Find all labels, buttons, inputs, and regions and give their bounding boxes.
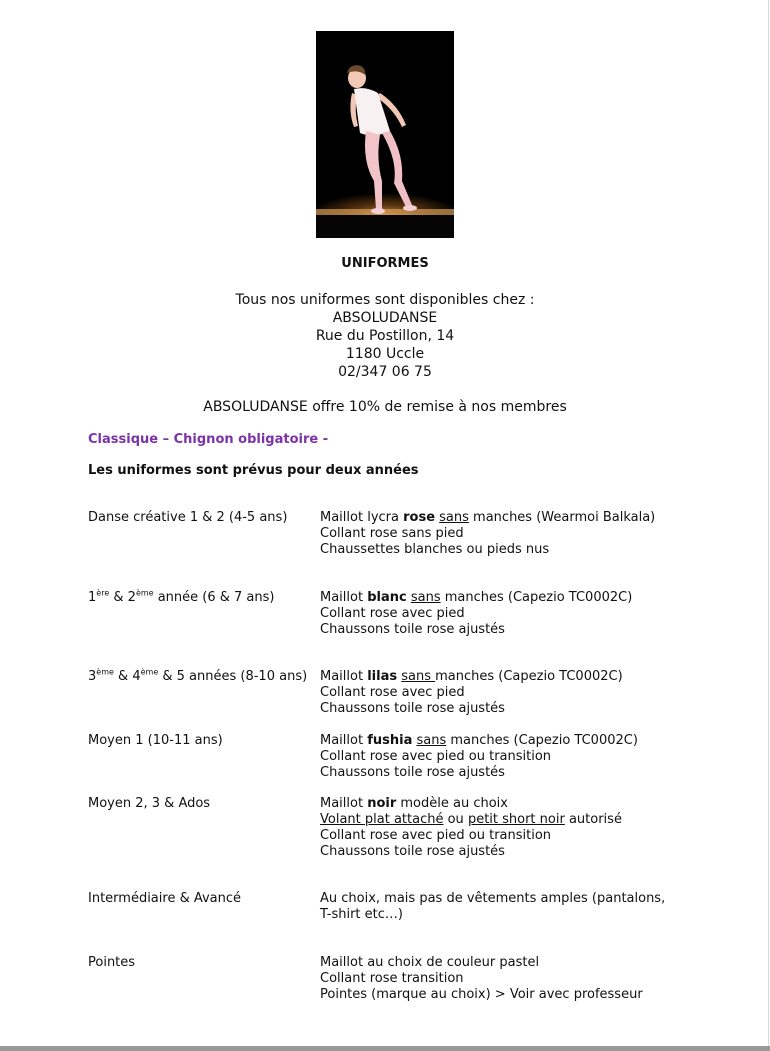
section-subtitle: Les uniformes sont prévus pour deux années xyxy=(88,463,419,478)
superscript: ème xyxy=(96,667,114,677)
store-phone: 02/347 06 75 xyxy=(338,364,432,380)
text-part: 3 xyxy=(88,669,97,684)
color-emphasis: fushia xyxy=(367,733,413,748)
store-street: Rue du Postillon, 14 xyxy=(315,328,455,344)
store-name: ABSOLUDANSE xyxy=(332,310,438,326)
uniform-description xyxy=(320,955,690,1003)
uniform-description xyxy=(320,590,690,638)
underlined-text: sans xyxy=(401,669,436,684)
text-part: Maillot lycra xyxy=(320,510,404,525)
text-part: 1 xyxy=(88,590,97,605)
text-part: Maillot xyxy=(320,590,368,605)
uniform-line: Maillot au choix de couleur pastel xyxy=(320,955,540,970)
uniform-line xyxy=(320,733,690,749)
uniform-line xyxy=(320,510,690,526)
color-emphasis: lilas xyxy=(367,669,398,684)
uniform-line: Collant rose avec pied xyxy=(320,685,465,700)
color-emphasis: blanc xyxy=(367,590,407,605)
section-title: Classique – Chignon obligatoire - xyxy=(88,432,329,447)
uniform-line xyxy=(320,796,690,812)
text-part: Maillot xyxy=(320,669,368,684)
level-label xyxy=(88,669,307,685)
level-label: Intermédiaire & Avancé xyxy=(88,891,242,906)
underlined-text: sans xyxy=(416,733,447,748)
color-emphasis: rose xyxy=(403,510,436,525)
uniform-line: Chaussons toile rose ajustés xyxy=(320,622,505,637)
superscript: ème xyxy=(140,667,159,677)
text-part: & 5 années (8-10 ans) xyxy=(158,669,308,684)
text-part: année (6 & 7 ans) xyxy=(153,590,275,605)
text-part: manches (Capezio TC0002C) xyxy=(440,590,633,605)
level-label: Moyen 2, 3 & Ados xyxy=(88,796,211,811)
ballet-dancer-photo xyxy=(316,31,454,238)
uniform-description xyxy=(320,733,690,781)
text-part: ou xyxy=(443,812,468,827)
uniform-line: Chaussons toile rose ajustés xyxy=(320,701,505,716)
text-part: manches (Wearmoi Balkala) xyxy=(468,510,656,525)
superscript: ère xyxy=(96,588,110,598)
ballet-dancer-illustration xyxy=(316,31,454,238)
color-emphasis: noir xyxy=(367,796,397,811)
uniform-description xyxy=(320,510,690,558)
underlined-text: Volant plat attaché xyxy=(320,812,444,827)
text-part: & 2 xyxy=(109,590,136,605)
uniform-description xyxy=(320,669,690,717)
uniform-description xyxy=(320,891,690,923)
uniform-line: Pointes (marque au choix) > Voir avec professeur xyxy=(320,987,643,1002)
text-part: modèle au choix xyxy=(396,796,508,811)
uniform-line xyxy=(320,669,690,685)
uniform-line: Chaussons toile rose ajustés xyxy=(320,765,505,780)
underlined-text: sans xyxy=(410,590,441,605)
text-part: manches (Capezio TC0002C) xyxy=(446,733,638,748)
superscript: ème xyxy=(135,588,154,598)
uniform-line: Collant rose avec pied ou transition xyxy=(320,749,552,764)
uniform-line: Collant rose avec pied ou transition xyxy=(320,828,552,843)
store-city: 1180 Uccle xyxy=(345,346,425,362)
uniform-line: Collant rose avec pied xyxy=(320,606,465,621)
uniform-line: Collant rose sans pied xyxy=(320,526,464,541)
discount-notice: ABSOLUDANSE offre 10% de remise à nos membres xyxy=(203,399,567,415)
text-part: autorisé xyxy=(564,812,622,827)
underlined-text: sans xyxy=(439,510,469,525)
window-bottom-edge xyxy=(0,1046,770,1051)
text-part: & 4 xyxy=(113,669,141,684)
uniform-line: Chaussettes blanches ou pieds nus xyxy=(320,542,550,557)
uniform-line: T-shirt etc…) xyxy=(320,907,403,922)
underlined-text: petit short noir xyxy=(467,812,565,827)
address-line-intro: Tous nos uniformes sont disponibles chez : xyxy=(235,292,535,308)
uniform-line xyxy=(320,590,690,606)
uniform-description xyxy=(320,796,690,860)
store-address-block xyxy=(0,291,770,381)
uniform-line: Chaussons toile rose ajustés xyxy=(320,844,505,859)
page-title: UNIFORMES xyxy=(341,256,429,271)
uniform-line xyxy=(320,812,690,828)
text-part: manches (Capezio TC0002C) xyxy=(435,669,623,684)
uniform-line: Au choix, mais pas de vêtements amples (pantalons, xyxy=(320,891,666,906)
level-label: Pointes xyxy=(88,955,136,970)
level-label: Moyen 1 (10-11 ans) xyxy=(88,733,223,748)
level-label: Danse créative 1 & 2 (4-5 ans) xyxy=(88,510,288,525)
text-part: Maillot xyxy=(320,796,368,811)
level-label xyxy=(88,590,274,606)
uniform-line: Collant rose transition xyxy=(320,971,464,986)
text-part: Maillot xyxy=(320,733,368,748)
